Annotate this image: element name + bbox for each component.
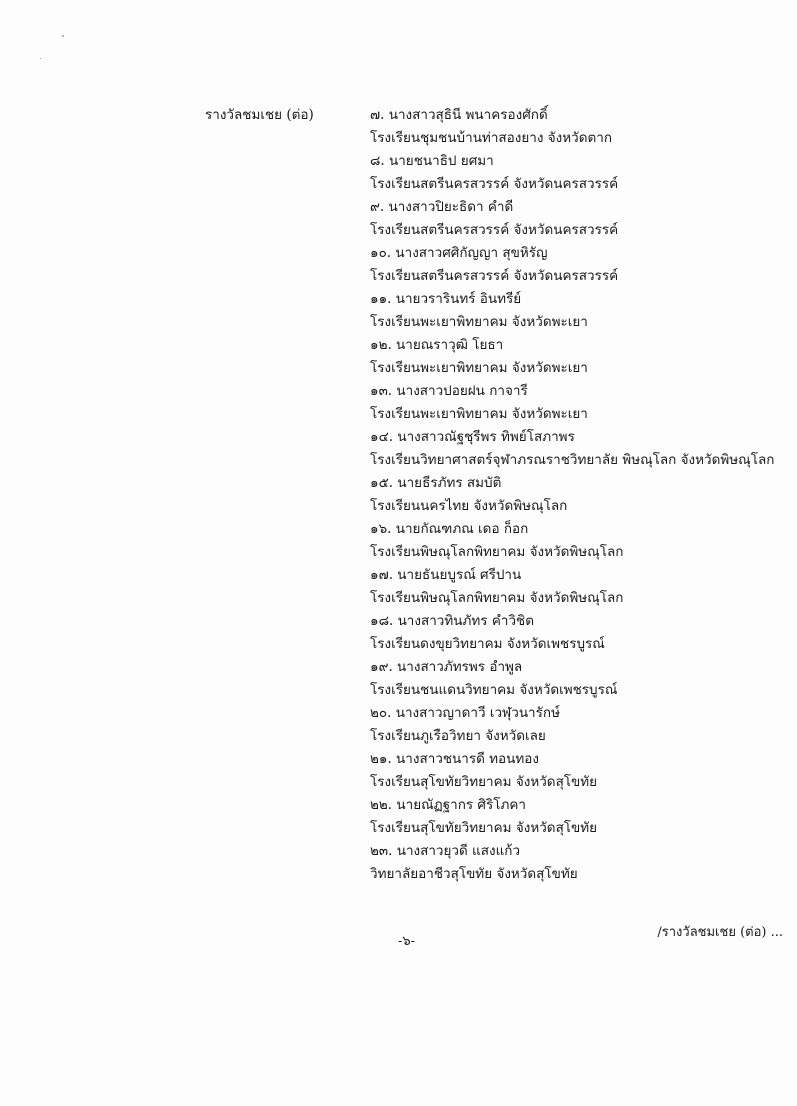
awardee-school: โรงเรียนพะเยาพิทยาคม จังหวัดพะเยา	[370, 406, 588, 422]
awardee-name: ๑๒. นายณราวุฒิ โยธา	[370, 337, 504, 353]
awardee-school: โรงเรียนพิษณุโลกพิทยาคม จังหวัดพิษณุโลก	[370, 544, 624, 560]
awardee-school: โรงเรียนพะเยาพิทยาคม จังหวัดพะเยา	[370, 314, 588, 330]
awardee-entry	[370, 840, 790, 886]
continuation-marker: /รางวัลชมเชย (ต่อ) ...	[657, 925, 783, 940]
awardee-school: โรงเรียนสตรีนครสวรรค์ จังหวัดนครสวรรค์	[370, 268, 619, 284]
awardee-entry	[370, 702, 790, 748]
awardee-list	[370, 104, 790, 886]
awardee-entry	[370, 472, 790, 518]
awardee-school: โรงเรียนพิษณุโลกพิทยาคม จังหวัดพิษณุโลก	[370, 590, 624, 606]
awardee-school: โรงเรียนวิทยาศาสตร์จุฬาภรณราชวิทยาลัย พิษณุโลก จังหวัดพิษณุโลก	[370, 452, 775, 468]
awardee-name: ๘. นายชนาธิป ยศมา	[370, 153, 494, 169]
awardee-entry	[370, 610, 790, 656]
scan-speck	[40, 58, 41, 59]
awardee-name: ๑๐. นางสาวศศิกัญญา สุขหิรัญ	[370, 245, 548, 261]
awardee-name: ๑๕. นายธีรภัทร สมบัติ	[370, 475, 502, 491]
awardee-entry	[370, 518, 790, 564]
awardee-school: โรงเรียนนครไทย จังหวัดพิษณุโลก	[370, 498, 568, 514]
awardee-entry	[370, 748, 790, 794]
awardee-name: ๗. นางสาวสุธินี พนาครองศักดิ์	[370, 107, 548, 123]
page-number: -๖-	[398, 934, 416, 949]
awardee-name: ๑๘. นางสาวทินภัทร คำวิชิต	[370, 613, 534, 629]
awardee-school: โรงเรียนสุโขทัยวิทยาคม จังหวัดสุโขทัย	[370, 820, 598, 836]
awardee-entry	[370, 288, 790, 334]
awardee-name: ๑๑. นายวรารินทร์ อินทรีย์	[370, 291, 522, 307]
awardee-name: ๑๔. นางสาวณัฐชุรีพร ทิพย์โสภาพร	[370, 429, 575, 445]
awardee-school: โรงเรียนชุมชนบ้านท่าสองยาง จังหวัดตาก	[370, 130, 612, 146]
awardee-name: ๒๒. นายณัฏฐากร ศิริโภคา	[370, 797, 527, 813]
awardee-school: โรงเรียนสตรีนครสวรรค์ จังหวัดนครสวรรค์	[370, 176, 619, 192]
awardee-entry	[370, 564, 790, 610]
awardee-school: โรงเรียนภูเรือวิทยา จังหวัดเลย	[370, 728, 546, 744]
awardee-school: โรงเรียนพะเยาพิทยาคม จังหวัดพะเยา	[370, 360, 588, 376]
awardee-school: โรงเรียนสตรีนครสวรรค์ จังหวัดนครสวรรค์	[370, 222, 619, 238]
awardee-entry	[370, 380, 790, 426]
awardee-name: ๒๓. นางสาวยุวดี แสงแก้ว	[370, 843, 521, 859]
awardee-school: โรงเรียนชนแดนวิทยาคม จังหวัดเพชรบูรณ์	[370, 682, 618, 698]
awardee-school: วิทยาลัยอาชีวสุโขทัย จังหวัดสุโขทัย	[370, 866, 578, 882]
awardee-entry	[370, 104, 790, 150]
awardee-entry	[370, 196, 790, 242]
awardee-entry	[370, 242, 790, 288]
awardee-entry	[370, 426, 790, 472]
awardee-name: ๑๙. นางสาวภัทรพร อำพูล	[370, 659, 523, 675]
award-category-label: รางวัลชมเชย (ต่อ)	[205, 107, 314, 123]
awardee-name: ๑๖. นายกัณฑภณ เดอ ก็อก	[370, 521, 529, 537]
awardee-entry	[370, 794, 790, 840]
awardee-name: ๒๐. นางสาวญาดาวี เวฬุวนารักษ์	[370, 705, 560, 721]
awardee-name: ๑๗. นายธันยบูรณ์ ศรีปาน	[370, 567, 522, 583]
awardee-name: ๙. นางสาวปิยะธิดา คำดี	[370, 199, 514, 215]
scan-speck	[62, 35, 64, 37]
awardee-name: ๒๑. นางสาวชนารดี ทอนทอง	[370, 751, 539, 767]
awardee-entry	[370, 150, 790, 196]
awardee-entry	[370, 334, 790, 380]
awardee-name: ๑๓. นางสาวปอยฝน กาจารี	[370, 383, 528, 399]
awardee-school: โรงเรียนสุโขทัยวิทยาคม จังหวัดสุโขทัย	[370, 774, 598, 790]
awardee-entry	[370, 656, 790, 702]
awardee-school: โรงเรียนดงขุยวิทยาคม จังหวัดเพชรบูรณ์	[370, 636, 605, 652]
